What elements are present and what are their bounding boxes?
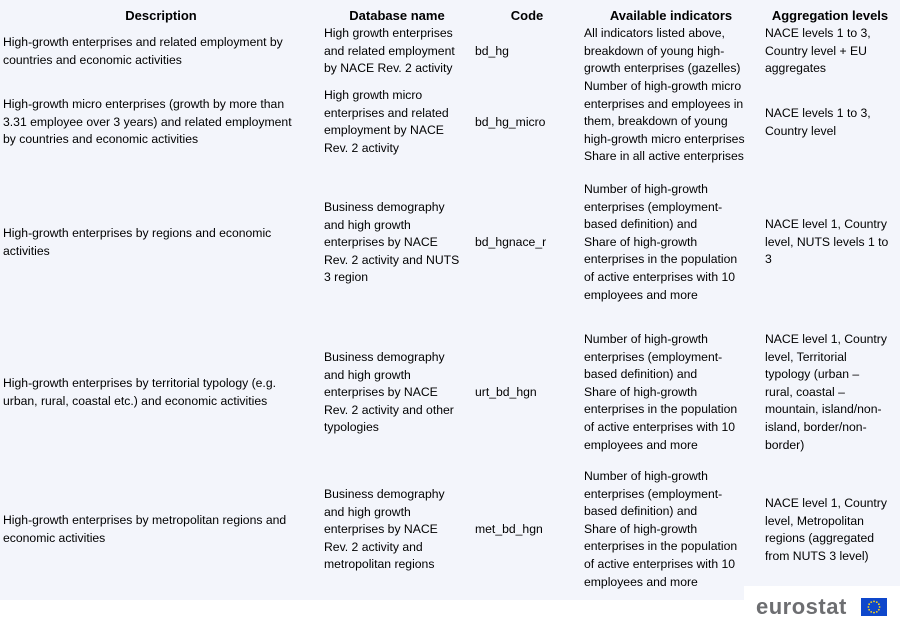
table-row-5-code[interactable]: met_bd_hgn — [475, 522, 543, 536]
eu-flag-star — [879, 606, 881, 608]
table-row-4-code[interactable]: urt_bd_hgn — [475, 385, 537, 399]
eu-flag-star — [873, 601, 875, 603]
eu-flag-star — [878, 609, 880, 611]
table-row-5-indicators: Number of high-growth enterprises (employment- based definition) and Share of high-growth enterprises in the population of active enterprises with 10 employees and more — [584, 469, 738, 589]
table-row-3-indicators: Number of high-growth enterprises (employment- based definition) and Share of high-growth enterprises in the population of active enterprises with 10 employees and more — [584, 182, 738, 302]
header-database-name: Database name — [349, 8, 445, 23]
table-row-3-database-name: Business demography and high growth enterprises by NACE Rev. 2 activity and NUTS 3 region — [324, 200, 460, 285]
eu-flag-star — [870, 611, 872, 613]
eu-flag-star — [868, 603, 870, 605]
eurostat-logo — [744, 586, 900, 627]
eu-flag-star — [873, 612, 875, 614]
eu-flag-star — [878, 603, 880, 605]
table-row-1-description: High-growth enterprises and related employment by countries and economic activities — [3, 35, 283, 67]
table-row-4-aggregation: NACE level 1, Country level, Territorial typology (urban – rural, coastal – mountain, island/non- island, border/non- border) — [765, 332, 887, 452]
table-row-2-aggregation: NACE levels 1 to 3, Country level — [765, 106, 871, 138]
table-row-5-database-name: Business demography and high growth enterprises by NACE Rev. 2 activity and metropolitan regions — [324, 487, 445, 572]
table-row-2-indicators: Number of high-growth micro enterprises and employees in them, breakdown of young high-growth micro enterprises Share in all active enterprises — [584, 79, 745, 164]
eu-flag-star — [870, 601, 872, 603]
table-row-4-description: High-growth enterprises by territorial typology (e.g. urban, rural, coastal etc.) and economic activities — [3, 376, 276, 408]
eu-flag-star — [876, 611, 878, 613]
eurostat-logo-text: eurostat — [756, 594, 847, 619]
table-row-4-indicators: Number of high-growth enterprises (employment- based definition) and Share of high-growth enterprises in the population of active enterprises with 10 employees and more — [584, 332, 738, 452]
header-aggregation-levels: Aggregation levels — [771, 8, 889, 23]
table-row-3-code[interactable]: bd_hgnace_r — [475, 235, 547, 249]
table-row-2-code[interactable]: bd_hg_micro — [475, 115, 546, 129]
table-row-5-aggregation: NACE level 1, Country level, Metropolitan regions (aggregated from NUTS 3 level) — [765, 496, 887, 563]
eu-flag-icon — [861, 598, 887, 616]
table-row-2-database-name: High growth micro enterprises and related employment by NACE Rev. 2 activity — [324, 88, 449, 155]
table-row-2-description: High-growth micro enterprises (growth by more than 3.31 employee over 3 years) and related employment by countries and economic activities — [3, 97, 292, 147]
table-row-1-code[interactable]: bd_hg — [475, 44, 509, 58]
header-available-indicators: Available indicators — [609, 8, 733, 23]
eu-flag-star — [868, 609, 870, 611]
eu-flag-star — [868, 606, 870, 608]
eu-flag-star — [876, 601, 878, 603]
table-row-1-aggregation: NACE levels 1 to 3, Country level + EU aggregates — [765, 26, 871, 76]
header-code: Code — [510, 8, 544, 23]
table-row-3-description: High-growth enterprises by regions and economic activities — [3, 226, 272, 258]
table-row-1-database-name: High growth enterprises and related employment by NACE Rev. 2 activity — [324, 26, 455, 76]
table-row-1-indicators: All indicators listed above, breakdown of young high- growth enterprises (gazelles) — [584, 26, 741, 76]
table-row-3-aggregation: NACE level 1, Country level, NUTS levels 1 to 3 — [765, 217, 889, 267]
header-description: Description — [125, 8, 197, 23]
table-row-5-description: High-growth enterprises by metropolitan regions and economic activities — [3, 513, 287, 545]
table-row-4-database-name: Business demography and high growth enterprises by NACE Rev. 2 activity and other typologies — [324, 350, 454, 435]
